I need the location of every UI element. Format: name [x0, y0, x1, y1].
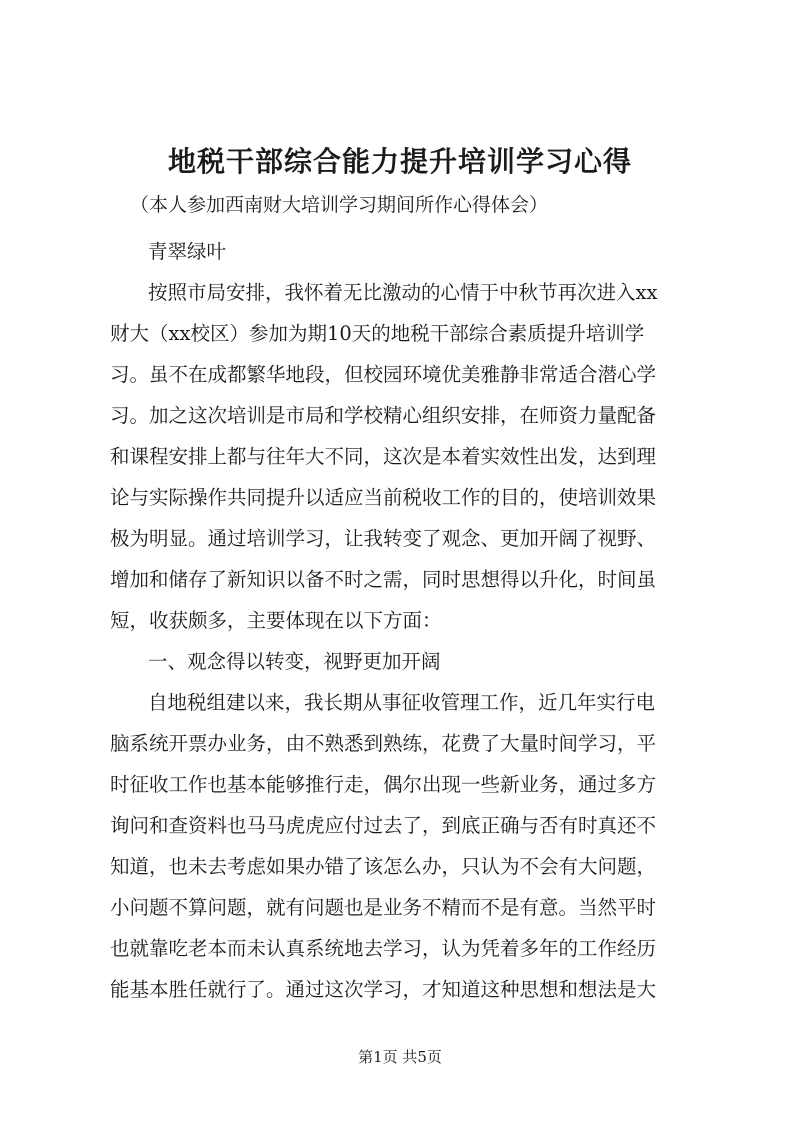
- paragraph-line: 和课程安排上都与往年大不同，这次是本着实效性出发，达到理: [110, 445, 657, 468]
- author-name: 青翠绿叶: [148, 240, 227, 263]
- section-heading: 一、观念得以转变，视野更加开阔: [148, 650, 441, 673]
- paragraph-line: 自地税组建以来，我长期从事征收管理工作，近几年实行电: [148, 691, 656, 714]
- document-subtitle: （本人参加西南财大培训学习期间所作心得体会）: [130, 194, 549, 216]
- paragraph-line: 小问题不算问题，就有问题也是业务不精而不是有意。当然平时: [110, 896, 657, 919]
- paragraph-line: 能基本胜任就行了。通过这次学习，才知道这种思想和想法是大: [110, 978, 657, 1001]
- paragraph-line: 极为明显。通过培训学习，让我转变了观念、更加开阔了视野、: [110, 527, 657, 550]
- paragraph-line: 短，收获颇多，主要体现在以下方面：: [110, 609, 442, 632]
- paragraph-line: 财大（xx校区）参加为期10天的地税干部综合素质提升培训学: [110, 322, 645, 345]
- paragraph-line: 增加和储存了新知识以备不时之需，同时思想得以升化，时间虽: [110, 568, 657, 591]
- paragraph-line: 按照市局安排，我怀着无比激动的心情于中秋节再次进入xx: [148, 281, 658, 304]
- paragraph-line: 习。加之这次培训是市局和学校精心组织安排，在师资力量配备: [110, 404, 657, 427]
- paragraph-line: 习。虽不在成都繁华地段，但校园环境优美雅静非常适合潜心学: [110, 363, 657, 386]
- paragraph-line: 询问和查资料也马马虎虎应付过去了，到底正确与否有时真还不: [110, 814, 657, 837]
- paragraph-line: 时征收工作也基本能够推行走，偶尔出现一些新业务，通过多方: [110, 773, 657, 796]
- paragraph-line: 知道，也未去考虑如果办错了该怎么办，只认为不会有大问题，: [110, 855, 657, 878]
- paragraph-line: 也就靠吃老本而未认真系统地去学习，认为凭着多年的工作经历: [110, 937, 657, 960]
- document-title: 地税干部综合能力提升培训学习心得: [167, 145, 632, 178]
- paragraph-line: 脑系统开票办业务，由不熟悉到熟练，花费了大量时间学习，平: [110, 732, 657, 755]
- paragraph-line: 论与实际操作共同提升以适应当前税收工作的目的，使培训效果: [110, 486, 657, 509]
- page-footer: 第1页 共5页: [358, 1048, 442, 1066]
